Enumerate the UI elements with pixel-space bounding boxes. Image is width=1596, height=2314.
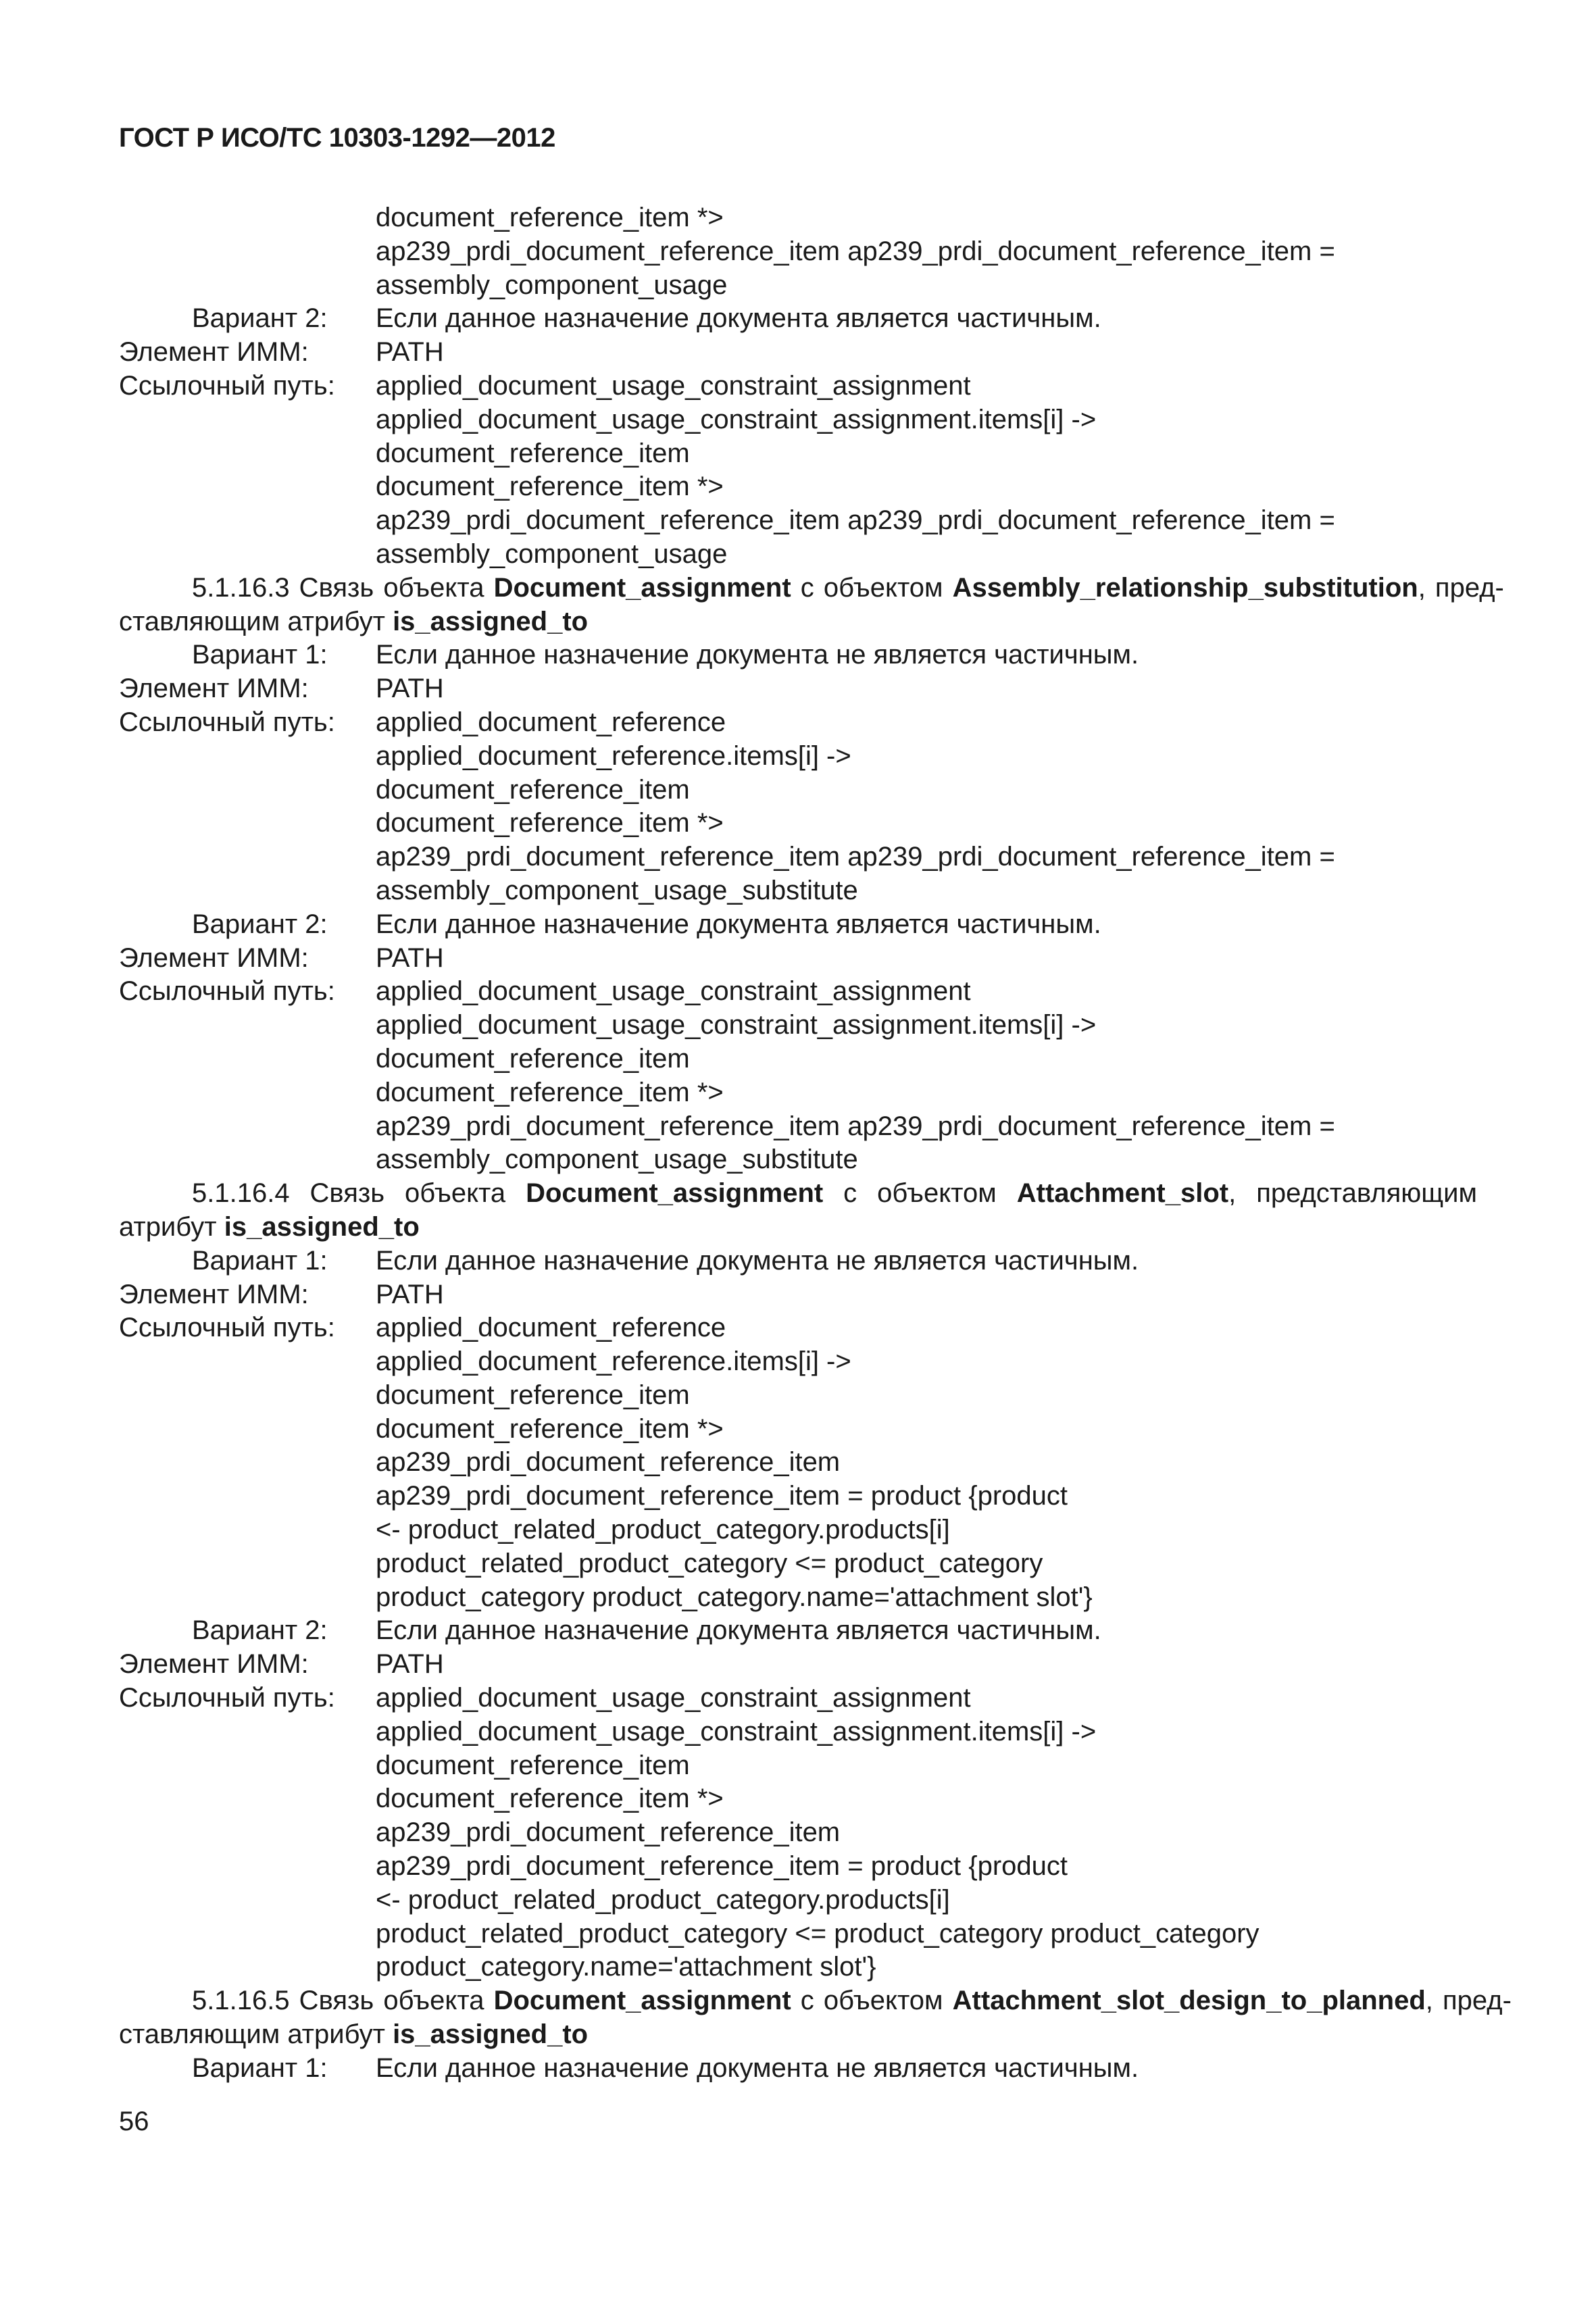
text-row: applied_document_usage_constraint_assignment.items[i] ->: [376, 1716, 1097, 1746]
text-row: Вариант 2: Если данное назначение документа является частичным.: [192, 303, 1101, 334]
text-row: ap239_prdi_document_reference_item = product {product: [376, 1481, 1068, 1511]
section-heading-cont: ставляющим атрибут is_assigned_to: [119, 2019, 589, 2050]
text-row: product_related_product_category <= product_category product_category: [376, 1918, 1260, 1948]
text-row: Ссылочный путь: applied_document_reference: [119, 707, 726, 737]
text-row: document_reference_item: [376, 774, 690, 805]
document-body: [119, 201, 1512, 2086]
section-heading-cont: атрибут is_assigned_to: [119, 1211, 420, 1242]
text-row: document_reference_item: [376, 1043, 690, 1074]
text-row: applied_document_usage_constraint_assignment.items[i] ->: [376, 404, 1097, 434]
document-header: ГОСТ Р ИСО/ТС 10303-1292—2012: [119, 123, 555, 153]
text-row: Элемент ИММ: PATH: [119, 337, 444, 368]
text-row: document_reference_item: [376, 438, 690, 468]
text-row: ap239_prdi_document_reference_item: [376, 1817, 841, 1848]
text-row: Вариант 1: Если данное назначение документа не является частичным.: [192, 1245, 1139, 1276]
text-row: ap239_prdi_document_reference_item ap239_prdi_document_reference_item =: [376, 1111, 1335, 1141]
page-number: 56: [119, 2107, 149, 2136]
text-row: assembly_component_usage: [376, 270, 728, 300]
text-row: document_reference_item *>: [376, 203, 724, 232]
text-row: Ссылочный путь: applied_document_usage_constraint_assignment: [119, 1683, 971, 1713]
text-row: applied_document_usage_constraint_assignment.items[i] ->: [376, 1010, 1097, 1040]
text-row: document_reference_item *>: [376, 808, 724, 838]
text-row: Ссылочный путь: applied_document_reference: [119, 1313, 726, 1343]
section-heading-5-1-16-3: 5.1.16.3 Связь объекта Document_assignment с объектом Assembly_relationship_substitution, пред-: [192, 572, 1504, 603]
text-row: document_reference_item *>: [376, 1077, 724, 1107]
text-row: Ссылочный путь: applied_document_usage_constraint_assignment: [119, 370, 971, 401]
section-heading-5-1-16-4: 5.1.16.4 Связь объекта Document_assignment с объектом Attachment_slot, представляющим: [192, 1178, 1478, 1209]
text-row: Вариант 1: Если данное назначение документа не является частичным.: [192, 640, 1139, 670]
text-row: document_reference_item: [376, 1380, 690, 1410]
text-row: product_related_product_category <= product_category: [376, 1548, 1043, 1578]
text-row: Элемент ИММ: PATH: [119, 1279, 444, 1309]
text-row: <- product_related_product_category.products[i]: [376, 1515, 950, 1545]
text-row: assembly_component_usage_substitute: [376, 875, 858, 905]
text-row: document_reference_item *>: [376, 472, 724, 502]
text-row: Ссылочный путь: applied_document_usage_constraint_assignment: [119, 976, 971, 1007]
text-row: assembly_component_usage_substitute: [376, 1145, 858, 1175]
text-row: document_reference_item *>: [376, 1413, 724, 1444]
text-row: assembly_component_usage: [376, 538, 728, 569]
text-row: product_category product_category.name='attachment slot'}: [376, 1582, 1093, 1612]
section-heading-5-1-16-5: 5.1.16.5 Связь объекта Document_assignment с объектом Attachment_slot_design_to_planned, пред-: [192, 1986, 1512, 2016]
text-row: document_reference_item *>: [376, 1784, 724, 1814]
text-row: <- product_related_product_category.products[i]: [376, 1884, 950, 1915]
text-row: Элемент ИММ: PATH: [119, 674, 444, 704]
text-row: Вариант 1: Если данное назначение документа не является частичным.: [192, 2053, 1139, 2083]
text-row: applied_document_reference.items[i] ->: [376, 740, 851, 771]
text-row: Вариант 2: Если данное назначение документа является частичным.: [192, 909, 1101, 939]
text-row: ap239_prdi_document_reference_item: [376, 1447, 841, 1478]
text-row: ap239_prdi_document_reference_item ap239_prdi_document_reference_item =: [376, 236, 1335, 266]
text-row: Вариант 2: Если данное назначение документа является частичным.: [192, 1615, 1101, 1646]
text-row: ap239_prdi_document_reference_item ap239_prdi_document_reference_item =: [376, 505, 1335, 536]
text-row: document_reference_item: [376, 1750, 690, 1780]
section-heading-cont: ставляющим атрибут is_assigned_to: [119, 606, 589, 636]
text-row: ap239_prdi_document_reference_item ap239_prdi_document_reference_item =: [376, 842, 1335, 872]
text-row: Элемент ИММ: PATH: [119, 1649, 444, 1680]
text-row: ap239_prdi_document_reference_item = product {product: [376, 1851, 1068, 1882]
text-row: applied_document_reference.items[i] ->: [376, 1347, 851, 1377]
text-row: product_category.name='attachment slot'}: [376, 1952, 876, 1982]
text-row: Элемент ИММ: PATH: [119, 942, 444, 973]
